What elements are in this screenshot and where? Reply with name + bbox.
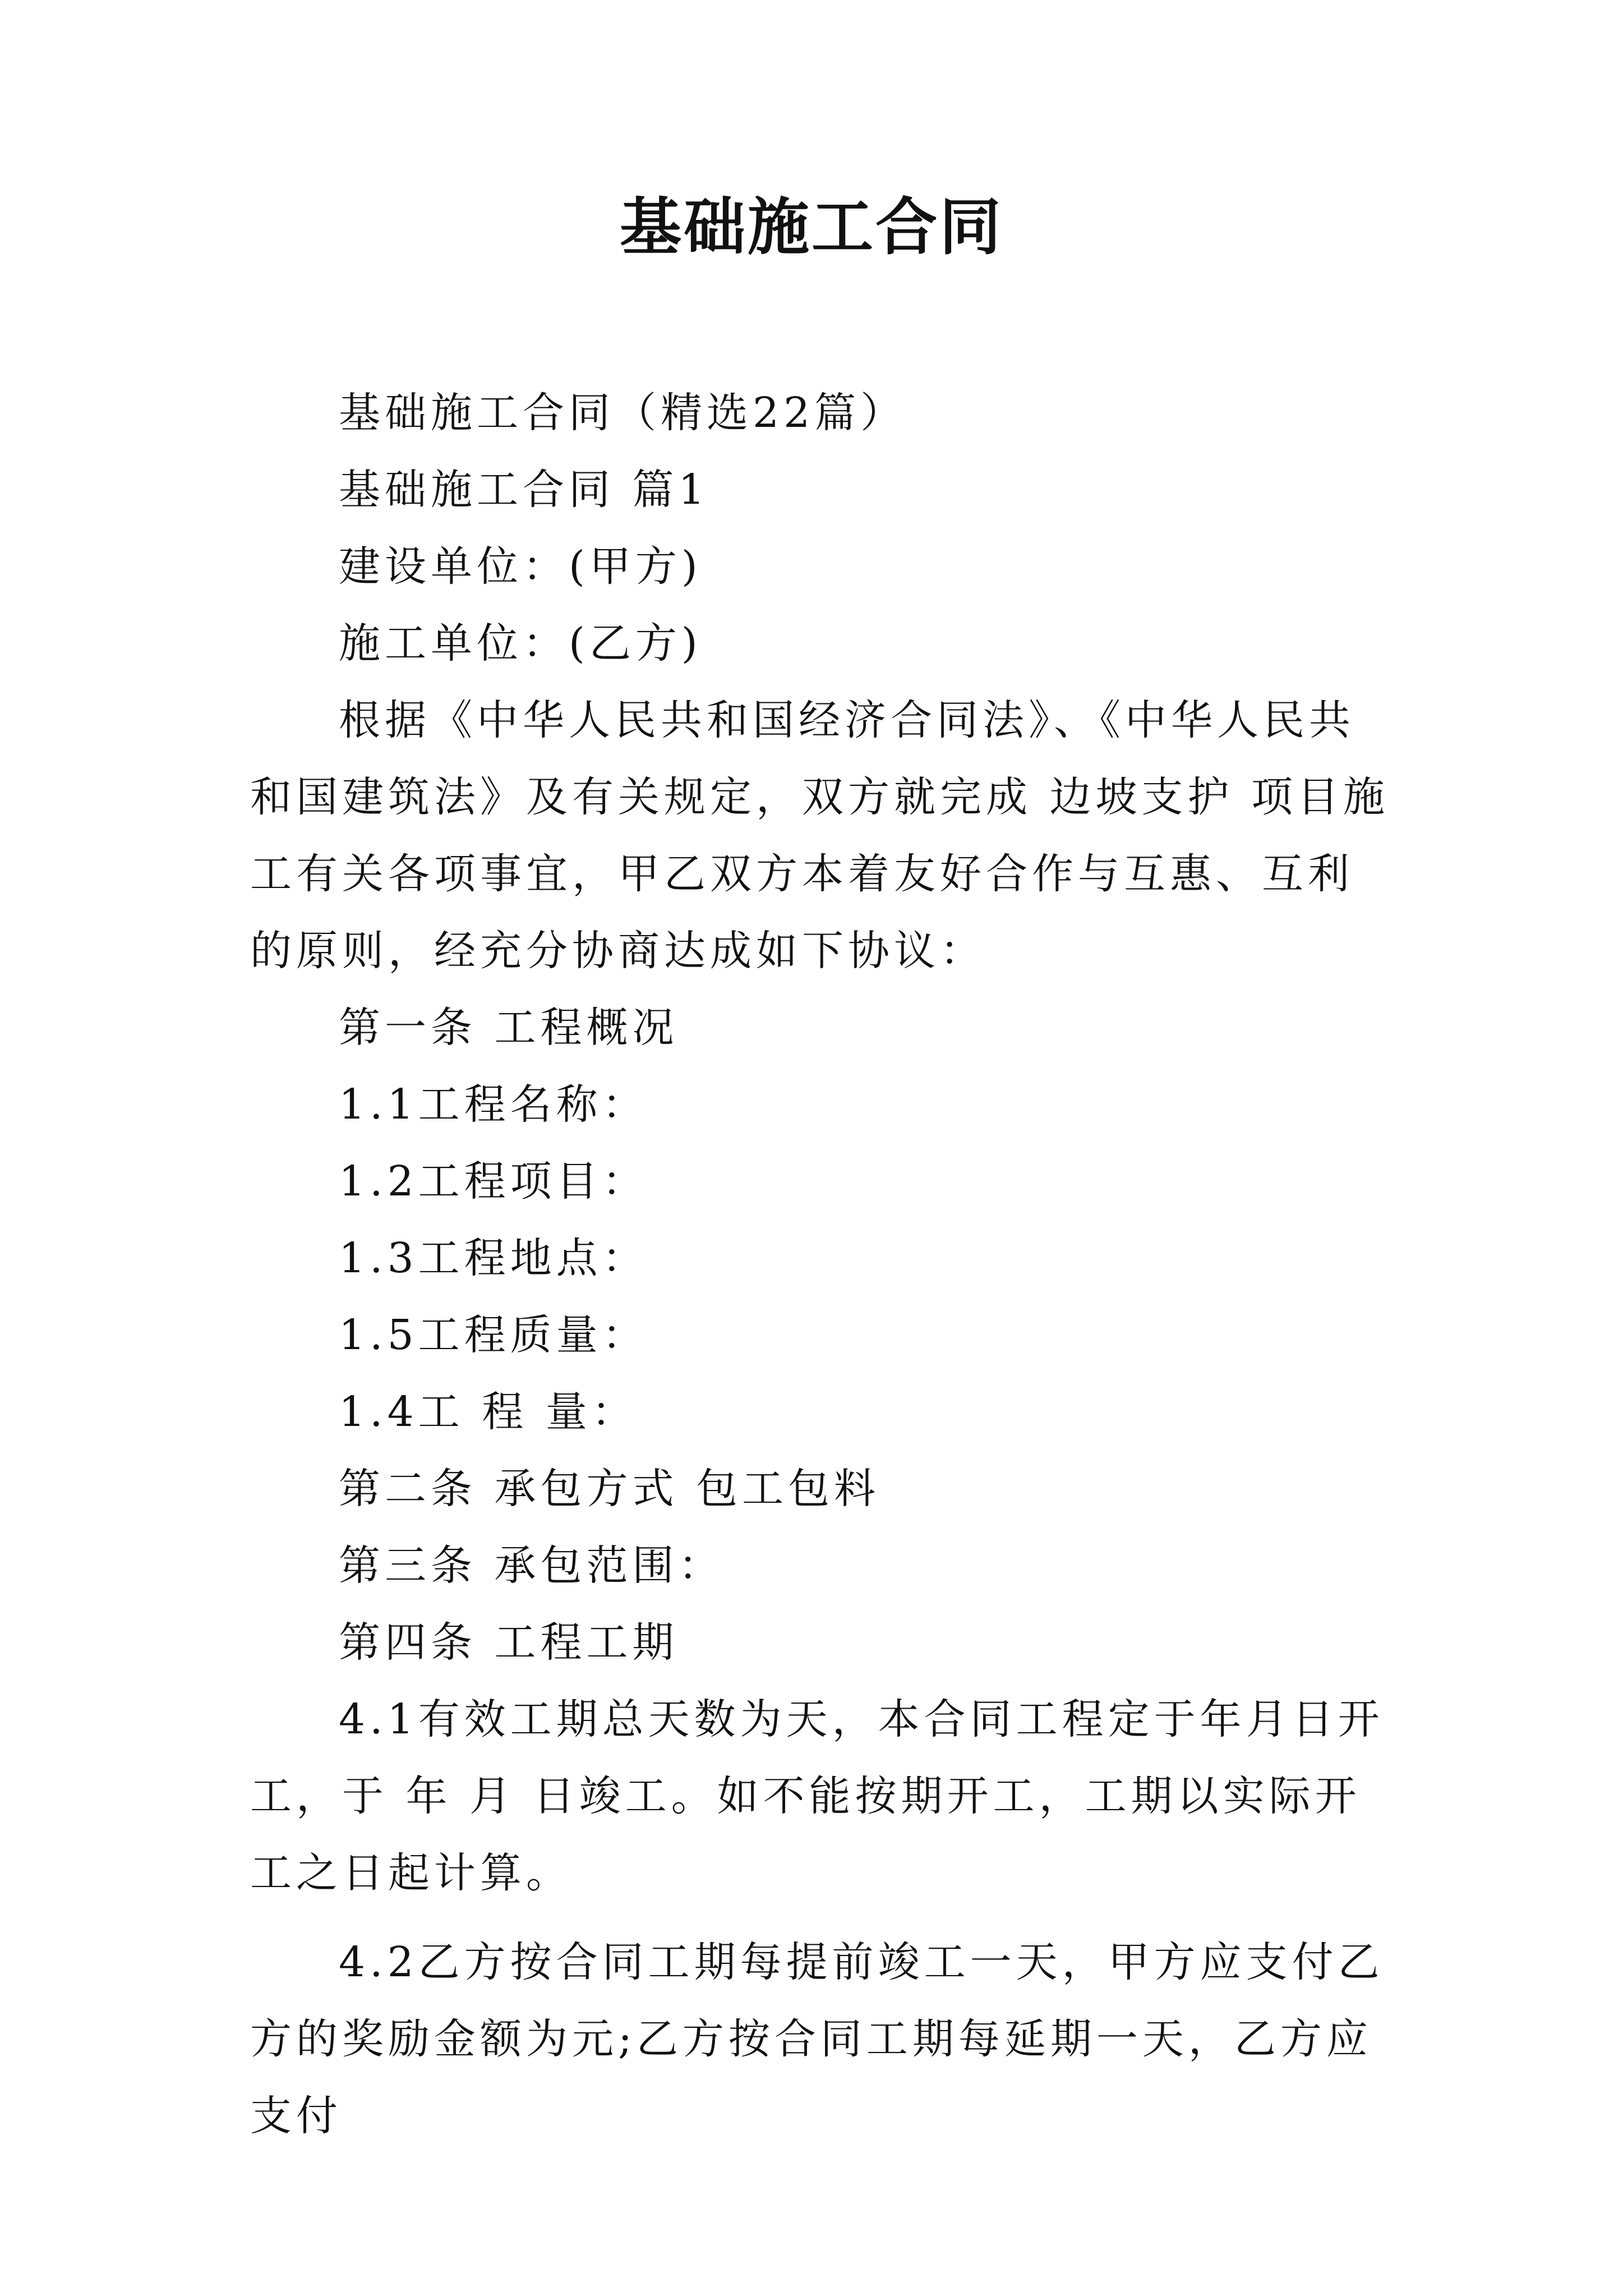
paragraph-party-b: 施工单位：(乙方) — [339, 619, 702, 668]
paragraph-item-1-4: 1.4工 程 量： — [339, 1388, 638, 1436]
document-title: 基础施工合同 — [620, 191, 1003, 263]
paragraph-article-3: 第三条 承包范围： — [339, 1542, 725, 1590]
paragraph-preamble: 根据《中华人民共和国经济合同法》、《中华人民共和国建筑法》及有关规定，双方就完成 边坡支护 项目施工有关各项事宜，甲乙双方本着友好合作与互惠、互利的原则，经充分协商达成如下协议： — [250, 696, 1390, 975]
paragraph-party-a: 建设单位：(甲方) — [339, 542, 702, 591]
paragraph-article-1: 第一条 工程概况 — [339, 1004, 679, 1052]
paragraph-item-1-2: 1.2工程项目： — [339, 1157, 648, 1205]
paragraph-item-4-2: 4.2乙方按合同工期每提前竣工一天，甲方应支付乙方的奖励金额为元;乙方按合同工期每延期一天，乙方应支付 — [250, 1938, 1384, 2140]
paragraph-article-4: 第四条 工程工期 — [339, 1618, 679, 1667]
paragraph-article-2: 第二条 承包方式 包工包料 — [339, 1465, 880, 1513]
document-body — [250, 375, 1394, 2155]
paragraph-item-1-1: 1.1工程名称： — [339, 1080, 648, 1129]
paragraph-section-heading: 基础施工合同 篇1 — [339, 466, 709, 514]
paragraph-item-1-5: 1.5工程质量： — [339, 1311, 648, 1359]
paragraph-item-1-3: 1.3工程地点： — [339, 1234, 648, 1282]
paragraph-item-4-1: 4.1有效工期总天数为天，本合同工程定于年月日开工，于 年 月 日竣工。如不能按期开工，工期以实际开工之日起计算。 — [250, 1695, 1384, 1897]
paragraph-subtitle: 基础施工合同（精选22篇） — [339, 389, 907, 437]
